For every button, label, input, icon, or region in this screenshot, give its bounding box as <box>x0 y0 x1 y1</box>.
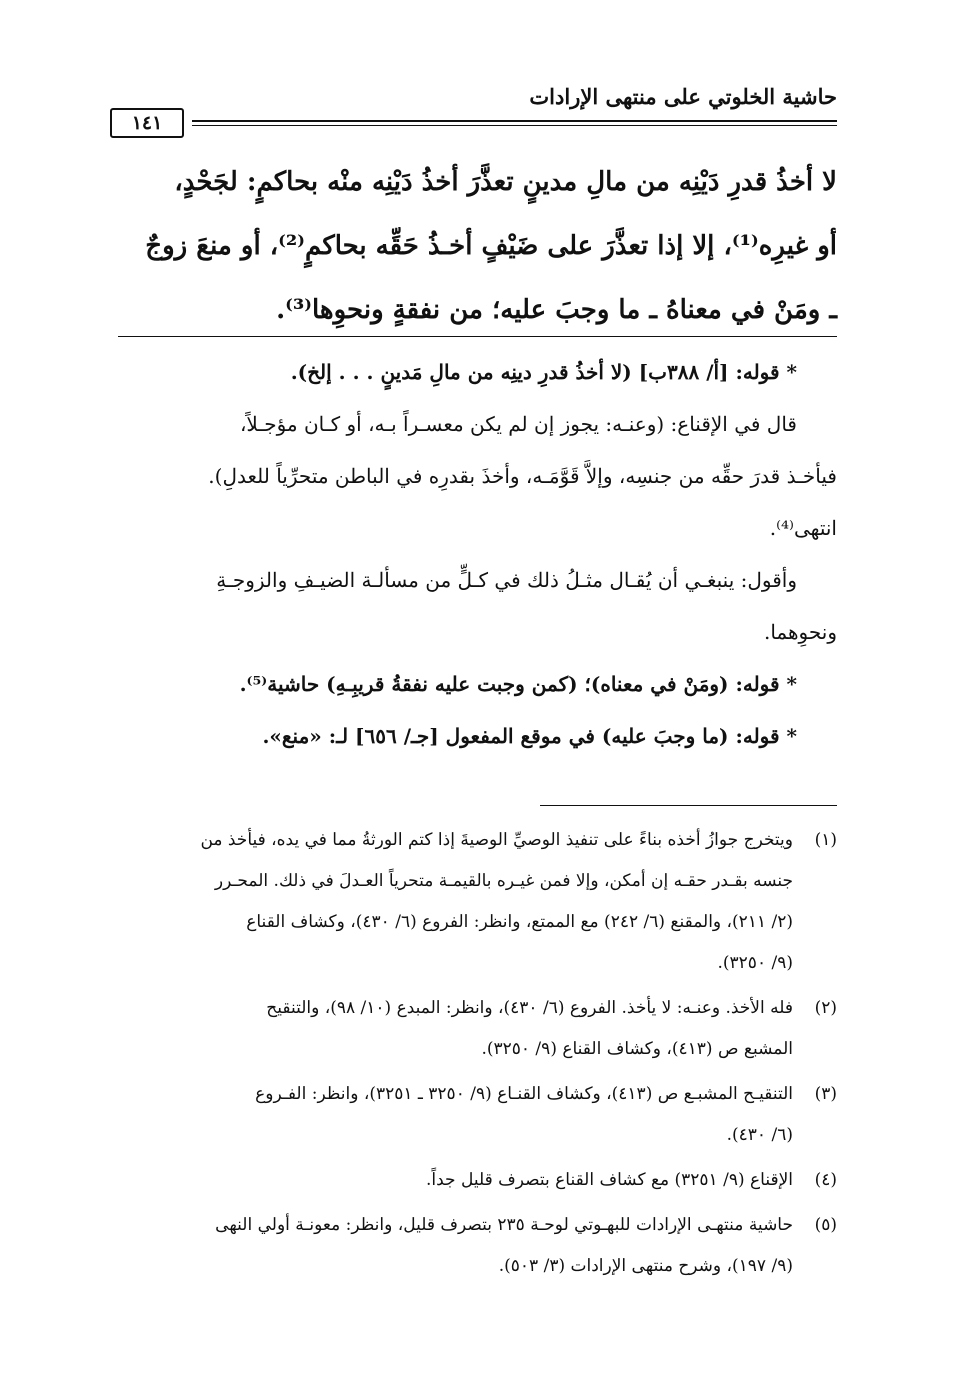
footnote-line: ويتخرج جوازُ أخذه بناءً على تنفيذ الوصيِّ الوصيةَ إذا كتم الورثةُ مما في يده، فيأخذ من <box>200 830 793 850</box>
main-text-line: أو غيرِه⁽¹⁾، إلا إذا تعذَّرَ على ضَيْفٍ أخـذُ حَقِّه بحاكمٍ⁽²⁾، أو منعَ زوجٌ <box>145 231 837 261</box>
commentary-line: انتهى⁽⁴⁾. <box>769 516 837 540</box>
main-separator <box>118 336 837 337</box>
footnote-line: حاشية منتهـى الإرادات للبهـوتي لوحـة ٢٣٥ بتصرف قليل، وانظر: معونـة أولي النهى <box>215 1215 793 1235</box>
footnote <box>118 820 837 984</box>
footnote <box>118 1205 837 1287</box>
footnote-number: (٤) <box>814 1170 837 1190</box>
footnote-text <box>118 1160 793 1201</box>
commentary-line: * قوله: (ما وجبَ عليه) في موقع المفعول [جـ/ ٦٥٦] لـ: «منع». <box>262 724 797 748</box>
footnote <box>118 1160 837 1201</box>
footnote-number: (١) <box>814 830 837 850</box>
commentary-line: ونحوِهما. <box>763 620 837 644</box>
main-text-line: لا أخذُ قدرِ دَيْنِه من مالِ مدينٍ تعذَّرَ أخذُ دَيْنِه منْه بحاكمٍ: لجَحْدٍ، <box>174 167 837 197</box>
page-number: ١٤١ <box>110 108 184 138</box>
footnote-text <box>118 1205 793 1287</box>
footnote-line: التنقيـح المشبـع ص (٤١٣)، وكشاف القنـاع (٩/ ٣٢٥٠ ـ ٣٢٥١)، وانظر: الفـروع <box>255 1084 793 1104</box>
main-text <box>118 150 837 342</box>
footnote-number: (٢) <box>814 998 837 1018</box>
footnote-line: (٩/ ١٩٧)، وشرح منتهى الإرادات (٣/ ٥٠٣). <box>498 1256 793 1276</box>
footnote-separator <box>540 805 837 806</box>
commentary-line: قال في الإقناع: (وعنـه: يجوز إن لم يكن معسـراً بـه، أو كـان مؤجـلاً، <box>239 412 797 436</box>
commentary <box>118 346 837 762</box>
running-title: حاشية الخلوتي على منتهى الإرادات <box>529 84 837 109</box>
footnote-line: المشبع ص (٤١٣)، وكشاف القناع (٩/ ٣٢٥٠). <box>481 1039 793 1059</box>
footnote-text <box>118 1074 793 1156</box>
commentary-line: وأقول: ينبغـي أن يُقـال مثـلُ ذلك في كـلٍّ من مسألـة الضيـفِ والزوجـةِ <box>216 568 797 592</box>
footnote-line: (٦/ ٤٣٠). <box>726 1125 793 1145</box>
commentary-line: فيأخـذ قدرَ حقِّه من جنسِه، وإلاَّ قَوَّمَـه، وأخذَ بقدرِه في الباطن متحرِّياً للعدلِ). <box>208 464 837 488</box>
footnote-number: (٥) <box>814 1215 837 1235</box>
footnote-line: فله الأخذ. وعنـه: لا يأخذ. الفروع (٦/ ٤٣٠)، وانظر: المبدع (١٠/ ٩٨)، والتنقيح <box>266 998 793 1018</box>
commentary-line: * قوله: (ومَنْ في معناه)؛ (كمن وجبت عليه نفقةُ قريبِـهِ) حاشية⁽⁵⁾. <box>239 672 797 696</box>
page-header <box>110 84 837 136</box>
footnote-line: (٢/ ٢١١)، والمقنع (٦/ ٢٤٢) مع الممتع، وانظر: الفروع (٦/ ٤٣٠)، وكشاف القناع <box>246 912 793 932</box>
footnote-text <box>118 988 793 1070</box>
footnote-text <box>118 820 793 984</box>
footnote-line: (٩/ ٣٢٥٠). <box>717 953 793 973</box>
footnote <box>118 1074 837 1156</box>
footnote-line: جنسه بقـدر حقـه إن أمكن، وإلا فمن غيـره بالقيمـة متحرياً العـدلَ في ذلك. المحـرر <box>214 871 793 891</box>
commentary-line: * قوله: [أ/ ٣٨٨ب] (لا أخذُ قدرِ دينِه من مالِ مَدينٍ . . . إلخ). <box>290 360 797 384</box>
main-text-line: ـ ومَنْ في معناهُ ـ ما وجبَ عليه؛ من نفقةٍ ونحوِها⁽³⁾. <box>276 295 837 325</box>
footnote-number: (٣) <box>814 1084 837 1104</box>
footnote <box>118 988 837 1070</box>
header-rule <box>192 120 837 126</box>
footnote-line: الإقناع (٩/ ٣٢٥١) مع كشاف القناع بتصرف قليل جداً. <box>425 1170 793 1190</box>
footnotes <box>118 820 837 1291</box>
